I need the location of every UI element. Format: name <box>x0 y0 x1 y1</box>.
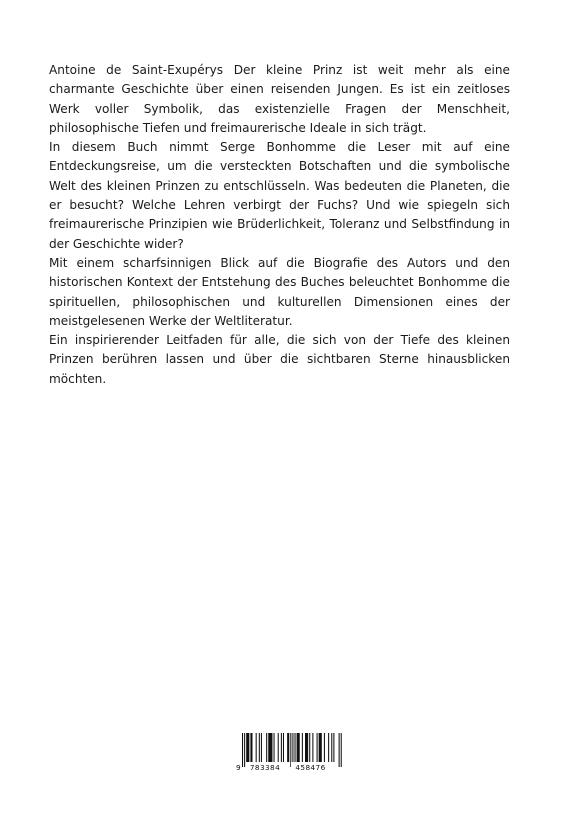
barcode-bar <box>309 733 310 762</box>
barcode-bar <box>261 733 262 762</box>
isbn-barcode <box>236 733 342 773</box>
barcode-bar <box>331 733 332 762</box>
description-paragraph-2: In diesem Buch nimmt Serge Bonhomme die Leser mit auf eine Entdeckungsreise, um die versteckten Botschaften und die symbolische Welt des kleinen Prinzen zu entschlüsseln. Was bedeuten die Planeten, die er besucht? Welche Lehren verbirgt der Fuchs? Und wie spiegeln sich freimaurerische Prinzipien wie Brüderlichkeit, Toleranz und Selbstfindung in der Geschichte wider? <box>49 140 510 251</box>
description-paragraph-4: Ein inspirierender Leitfaden für alle, die sich von der Tiefe des kleinen Prinzen berühren lassen und über die sichtbaren Sterne hinausblicken möchten. <box>49 333 510 386</box>
description-paragraph-1: Antoine de Saint-Exupérys Der kleine Prinz ist weit mehr als eine charmante Geschichte über einen reisenden Jungen. Es ist ein zeitloses Werk voller Symbolik, das existenzielle Fragen der Menschheit, philosophische Tiefen und freimaurerische Ideale in sich trägt. <box>49 63 510 135</box>
barcode-bar <box>319 733 322 762</box>
barcode-bar <box>266 733 267 762</box>
barcode-bar <box>281 733 282 762</box>
barcode-bar <box>274 733 275 762</box>
barcode-bar <box>246 733 249 762</box>
barcode-bar <box>324 733 325 762</box>
barcode-right-digits: 458476 <box>291 762 330 773</box>
barcode-bar <box>278 733 279 762</box>
barcode-bar <box>295 733 296 762</box>
barcode-digits <box>236 762 342 773</box>
barcode-bar <box>256 733 257 762</box>
barcode-bar <box>302 733 303 762</box>
barcode-bar <box>283 733 284 762</box>
barcode-bar <box>328 733 329 762</box>
barcode-bar <box>287 733 289 762</box>
barcode-bar <box>333 733 334 762</box>
barcode-lead-digit: 9 <box>236 763 241 772</box>
barcode-bar <box>317 733 318 762</box>
barcode-left-digits: 783384 <box>246 762 284 773</box>
barcode-bar <box>297 733 300 762</box>
barcode-bar <box>312 733 313 762</box>
barcode-bar <box>268 733 272 762</box>
book-description <box>49 61 510 389</box>
description-paragraph-3: Mit einem scharfsinnigen Blick auf die Biografie des Autors und den historischen Kontext der Entstehung des Buches beleuchtet Bonhomme die spirituellen, philosophischen und kulturellen Dimensionen eines der meistgelesenen Werke der Weltliteratur. <box>49 255 510 328</box>
barcode-bar <box>305 733 308 762</box>
barcode-bar <box>250 733 252 762</box>
barcode-bar <box>259 733 260 762</box>
